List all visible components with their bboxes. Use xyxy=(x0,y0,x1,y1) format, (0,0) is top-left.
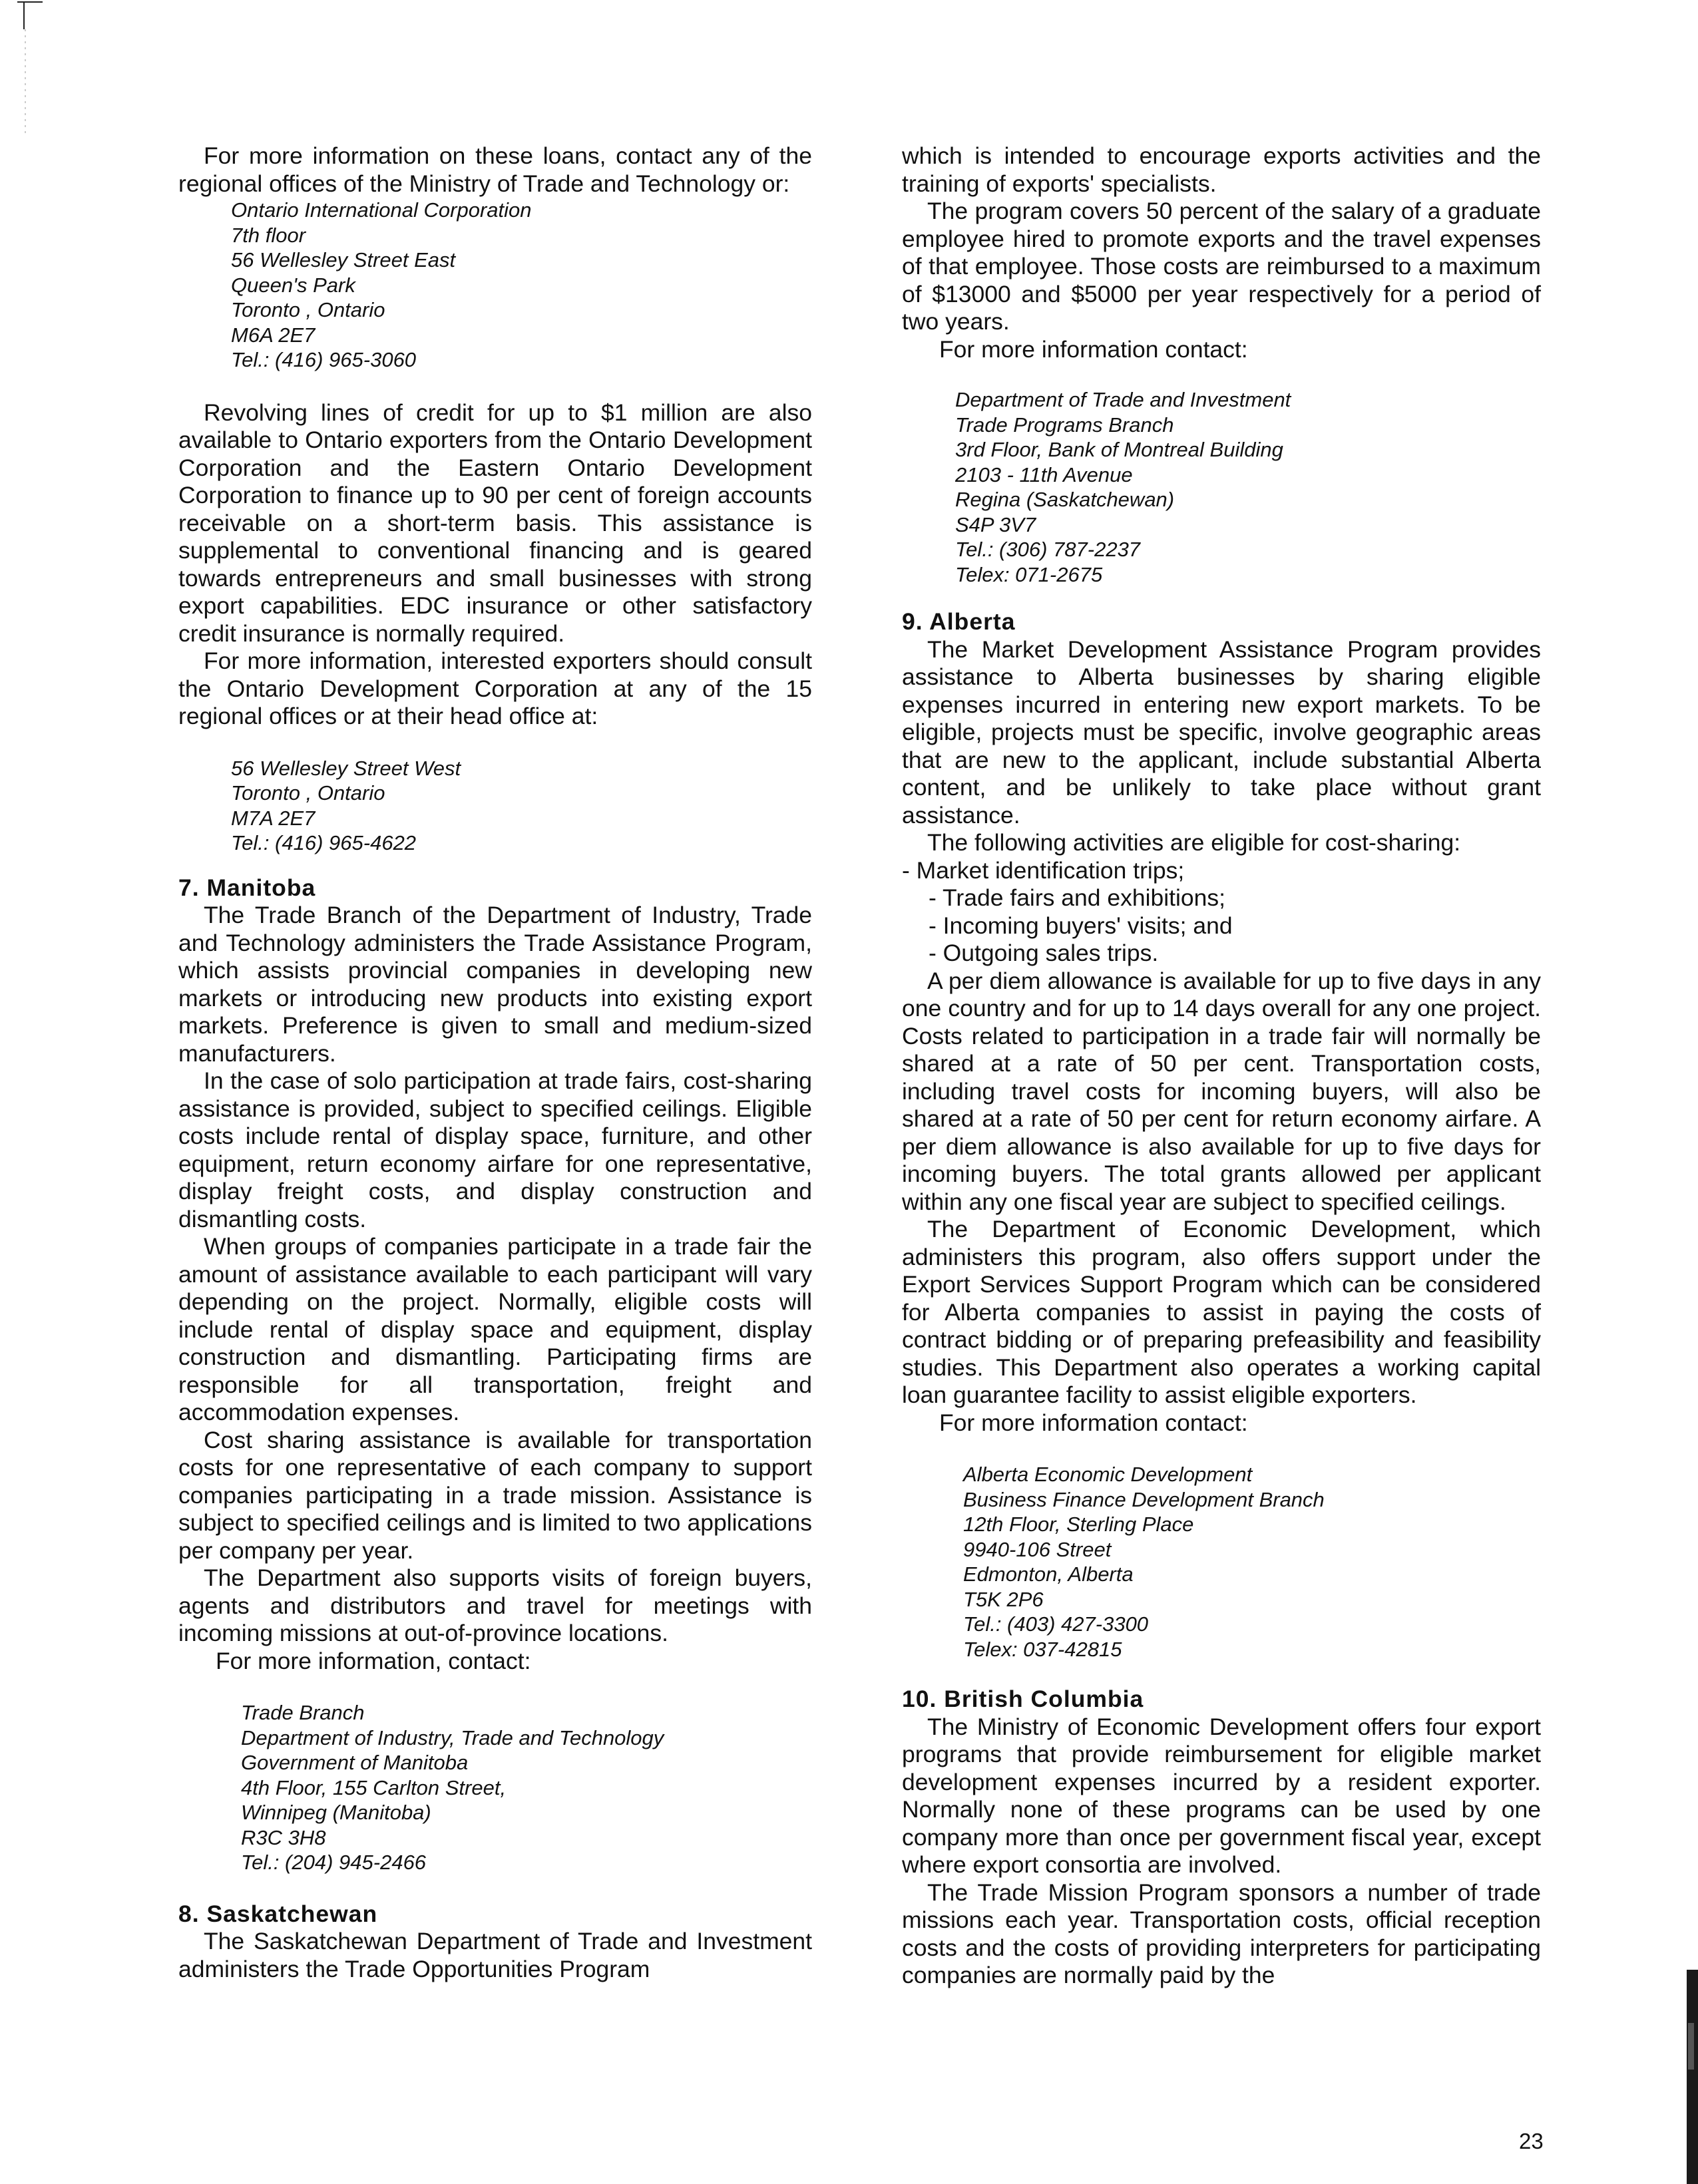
address-line: Trade Programs Branch xyxy=(955,413,1174,437)
address-line: Queen's Park xyxy=(231,273,355,297)
address-line: Winnipeg (Manitoba) xyxy=(241,1801,431,1824)
scan-margin-mark xyxy=(16,0,45,140)
paragraph: which is intended to encourage exports activities and the training of exports' specialists. xyxy=(902,142,1541,197)
address-line: Ontario International Corporation xyxy=(231,198,532,222)
list-item: - Incoming buyers' visits; and xyxy=(929,912,1233,939)
right-column xyxy=(902,142,1541,1990)
address-block-manitoba xyxy=(241,1700,812,1875)
address-line: Tel.: (403) 427-3300 xyxy=(963,1612,1149,1636)
paragraph: For more information on these loans, contact any of the regional offices of the Ministry of Trade and Technology or: xyxy=(178,142,812,197)
address-line: Toronto , Ontario xyxy=(231,298,385,321)
section-heading-british-columbia: 10. British Columbia xyxy=(902,1686,1144,1712)
address-block-ontario-international xyxy=(231,198,812,373)
eligible-activities-list xyxy=(902,857,1541,968)
address-block-alberta xyxy=(963,1462,1541,1662)
address-line: Toronto , Ontario xyxy=(231,781,385,805)
paragraph: For more information, contact: xyxy=(216,1647,531,1674)
paragraph: For more information contact: xyxy=(939,335,1248,363)
paragraph: The Market Development Assistance Program provides assistance to Alberta businesses by sharing eligible expenses incurred in entering new export markets. To be eligible, projects must be specific, involve geographic areas that are new to the applicant, include substantial Alberta content, and be unlikely to take place without grant assistance. xyxy=(902,636,1541,828)
address-line: M6A 2E7 xyxy=(231,323,316,347)
address-line: Tel.: (416) 965-3060 xyxy=(231,348,417,371)
paragraph: The Trade Branch of the Department of Industry, Trade and Technology administers the Trade Assistance Program, which assists provincial companies in developing new markets or introducing new products into existing export markets. Preference is given to small and medium-sized manufacturers. xyxy=(178,902,812,1067)
paragraph: The program covers 50 percent of the salary of a graduate employee hired to promote exports and the travel expenses of that employee. Those costs are reimbursed to a maximum of $13000 and $5000 per year respectively for a period of two years. xyxy=(902,198,1541,335)
address-line: 3rd Floor, Bank of Montreal Building xyxy=(955,438,1283,461)
address-line: S4P 3V7 xyxy=(955,512,1036,536)
section-heading-alberta: 9. Alberta xyxy=(902,608,1016,635)
scan-edge-mark xyxy=(1677,1970,1698,2184)
address-line: Trade Branch xyxy=(241,1701,365,1724)
list-item: - Market identification trips; xyxy=(902,856,1185,884)
address-line: T5K 2P6 xyxy=(963,1587,1044,1611)
paragraph: A per diem allowance is available for up to five days in any one country and for up to 14 days overall for any one project. Costs related to participation in a trade fair will normally be shared at a rate of 50 per cent. Transportation costs, including travel costs for incoming buyers, will also be shared at a rate of 50 per cent for return economy airfare. A per diem allowance is also available for up to five days for incoming buyers. The total grants allowed per applicant within any one fiscal year are subject to specified ceilings. xyxy=(902,967,1541,1215)
address-block-saskatchewan xyxy=(955,387,1541,587)
paragraph: For more information contact: xyxy=(939,1409,1248,1436)
paragraph: The Department also supports visits of foreign buyers, agents and distributors and travel for meetings with incoming missions at out-of-province locations. xyxy=(178,1564,812,1646)
address-line: 9940-106 Street xyxy=(963,1537,1112,1561)
address-line: 56 Wellesley Street East xyxy=(231,248,456,272)
address-line: Telex: 071-2675 xyxy=(955,562,1103,586)
address-line: 7th floor xyxy=(231,223,306,247)
address-line: R3C 3H8 xyxy=(241,1825,326,1849)
address-line: 4th Floor, 155 Carlton Street, xyxy=(241,1775,507,1799)
paragraph: In the case of solo participation at trade fairs, cost-sharing assistance is provided, subject to specified ceilings. Eligible costs include rental of display space, furniture, and other equipment, return economy airfare for one representative, display freight costs, and display construction and dismantling costs. xyxy=(178,1067,812,1232)
paragraph: The Department of Economic Development, which administers this program, also offers support under the Export Services Support Program which can be considered for Alberta companies to assist in paying the costs of contract bidding or of preparing prefeasibility and feasibility studies. This Department also operates a working capital loan guarantee facility to assist eligible exporters. xyxy=(902,1216,1541,1408)
paragraph: The Saskatchewan Department of Trade and Investment administers the Trade Opportunities Program xyxy=(178,1928,812,1982)
address-line: M7A 2E7 xyxy=(231,806,316,830)
address-line: Department of Trade and Investment xyxy=(955,388,1291,411)
address-line: Department of Industry, Trade and Technology xyxy=(241,1726,664,1749)
paragraph: Cost sharing assistance is available for transportation costs for one representative of each company to support companies participating in a trade mission. Assistance is subject to specified ceilings and is limited to two applications per company per year. xyxy=(178,1426,812,1564)
paragraph: When groups of companies participate in a trade fair the amount of assistance available to each participant will vary depending on the project. Normally, eligible costs will include rental of display space and equipment, display construction and dismantling. Participating firms are responsible for all transportation, freight and accommodation expenses. xyxy=(178,1233,812,1425)
address-line: 12th Floor, Sterling Place xyxy=(963,1513,1194,1536)
paragraph: The following activities are eligible for cost-sharing: xyxy=(927,829,1461,856)
address-block-ontario-development xyxy=(231,756,812,856)
address-line: 2103 - 11th Avenue xyxy=(955,462,1133,486)
paragraph: For more information, interested exporters should consult the Ontario Development Corporation at any of the 15 regional offices or at their head office at: xyxy=(178,647,812,729)
paragraph: The Trade Mission Program sponsors a number of trade missions each year. Transportation costs, official reception costs and the costs of providing interpreters for participating companies are normally paid by the xyxy=(902,1879,1541,1988)
address-line: Tel.: (306) 787-2237 xyxy=(955,538,1141,561)
section-heading-saskatchewan: 8. Saskatchewan xyxy=(178,1900,378,1927)
section-heading-manitoba: 7. Manitoba xyxy=(178,874,316,901)
address-line: Tel.: (416) 965-4622 xyxy=(231,831,417,854)
address-line: Regina (Saskatchewan) xyxy=(955,488,1175,511)
address-line: Edmonton, Alberta xyxy=(963,1562,1134,1586)
page-number: 23 xyxy=(1519,2129,1544,2153)
address-line: 56 Wellesley Street West xyxy=(231,756,461,780)
address-line: Tel.: (204) 945-2466 xyxy=(241,1851,427,1874)
address-line: Telex: 037-42815 xyxy=(963,1637,1122,1661)
paragraph: Revolving lines of credit for up to $1 million are also available to Ontario exporters from the Ontario Development Corporation and the Eastern Ontario Development Corporation to finance up to 90 per cent of foreign accounts receivable on a short-term basis. This assistance is supplemental to conventional financing and is geared towards entrepreneurs and small businesses with strong export capabilities. EDC insurance or other satisfactory credit insurance is normally required. xyxy=(178,399,812,647)
address-line: Government of Manitoba xyxy=(241,1751,469,1774)
list-item: - Outgoing sales trips. xyxy=(929,940,1159,966)
left-column xyxy=(178,142,812,1983)
list-item: - Trade fairs and exhibitions; xyxy=(929,884,1225,911)
paragraph: The Ministry of Economic Development offers four export programs that provide reimbursement for eligible market development expenses incurred by a resident exporter. Normally none of these programs can be used by one company more than once per government fiscal year, except where export consortia are involved. xyxy=(902,1713,1541,1878)
address-line: Alberta Economic Development xyxy=(963,1463,1253,1486)
address-line: Business Finance Development Branch xyxy=(963,1487,1325,1511)
